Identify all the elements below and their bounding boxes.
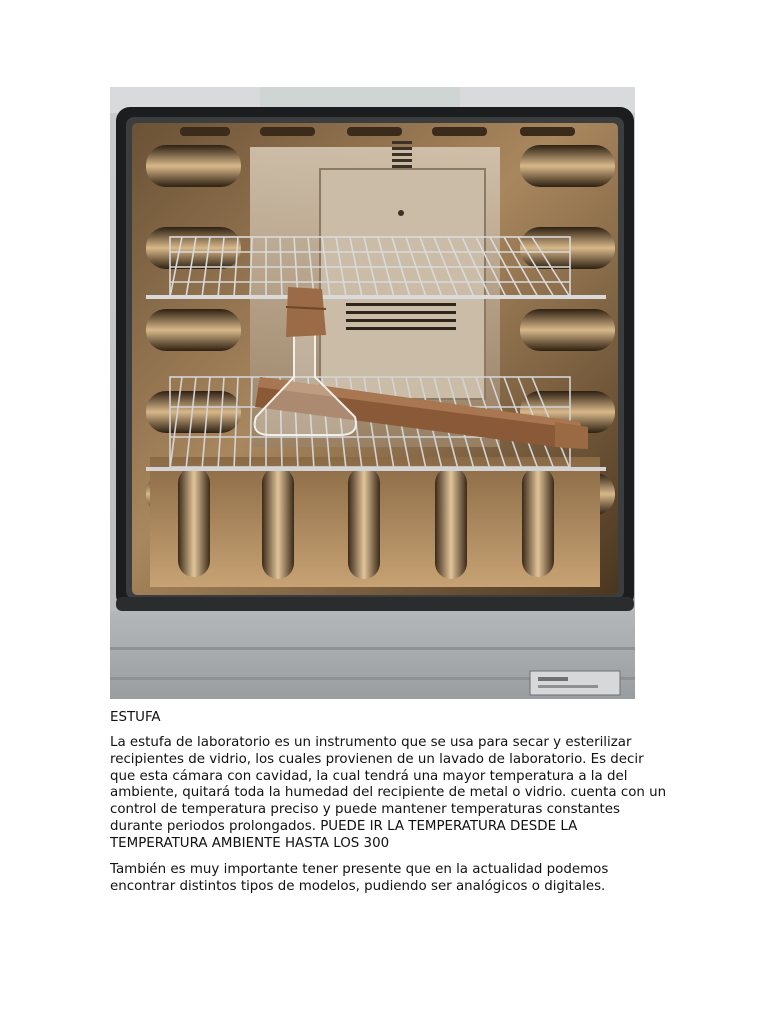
figure-caption: ESTUFA <box>110 710 161 725</box>
body-paragraph-1: La estufa de laboratorio es un instrumento que se usa para secar y esterilizar recipientes de vidrio, los cuales provienen de un lavado de laboratorio. Es decir que esta cámara con cavidad, la cual tendrá una mayor temperatura a la del ambiente, quitará toda la humedad del recipiente de metal o vidrio. cuenta con un control de temperatura preciso y puede mantener temperaturas constantes durante periodos prolongados. PUEDE IR LA TEMPERATURA DESDE LA TEMPERATURA AMBIENTE HASTA LOS 300 <box>110 735 667 851</box>
oven-photo <box>110 87 635 699</box>
body-paragraph-2: También es muy importante tener presente que en la actualidad podemos encontrar distintos tipos de modelos, pudiendo ser analógicos o digitales. <box>110 862 609 894</box>
